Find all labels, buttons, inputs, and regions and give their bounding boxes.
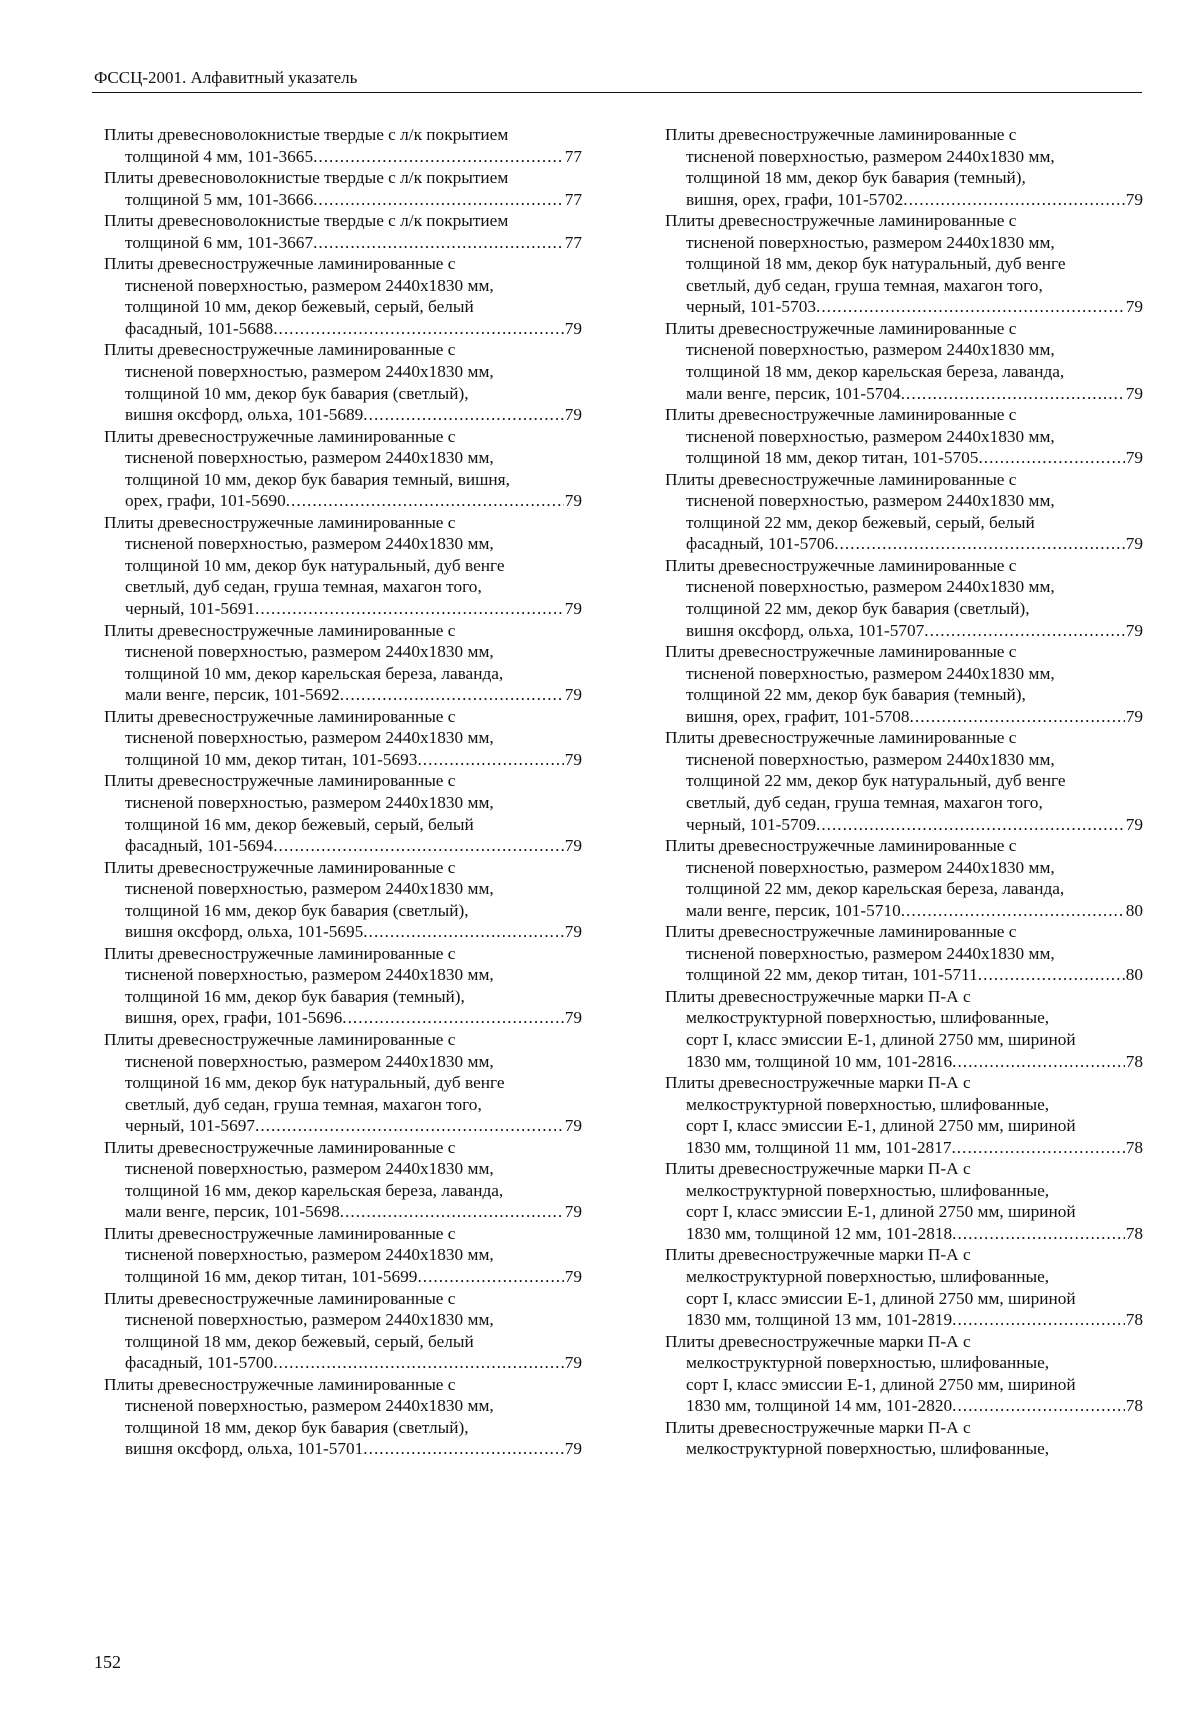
dot-leader — [363, 404, 563, 426]
entry-line: Плиты древесностружечные ламинированные с — [665, 642, 1017, 662]
index-entry — [104, 1374, 582, 1460]
entry-line: Плиты древесностружечные ламинированные с — [665, 318, 1017, 338]
entry-line: тисненой поверхностью, размером 2440х1830 мм, — [125, 448, 494, 468]
dot-leader — [834, 533, 1125, 555]
index-entry — [104, 620, 582, 706]
entry-line: толщиной 18 мм, декор карельская береза, лаванда, — [686, 362, 1065, 382]
entry-text: толщиной 4 мм, 101-3665 — [125, 146, 314, 166]
index-entry — [665, 986, 1143, 1072]
entry-text: мали венге, персик, 101-5704 — [686, 383, 901, 403]
entry-line: Плиты древесноволокнистые твердые с л/к покрытием — [104, 211, 509, 231]
entry-line: толщиной 22 мм, декор карельская береза, лаванда, — [686, 879, 1065, 899]
entry-line: толщиной 10 мм, декор бук бавария (светлый), — [125, 383, 469, 403]
entry-line: Плиты древесностружечные ламинированные с — [104, 1288, 456, 1308]
entry-line: светлый, дуб седан, груша темная, махагон того, — [125, 577, 482, 597]
entry-page-ref: 78 — [1125, 1396, 1143, 1416]
entry-last-line — [104, 1266, 582, 1288]
index-entry — [104, 1223, 582, 1288]
entry-line: толщиной 10 мм, декор бук натуральный, дуб венге — [125, 555, 505, 575]
entry-last-line — [104, 1438, 582, 1460]
entry-line: тисненой поверхностью, размером 2440х1830 мм, — [686, 232, 1055, 252]
entry-last-line — [665, 383, 1143, 405]
entry-page-ref: 79 — [564, 1116, 582, 1136]
entry-line: Плиты древесностружечные ламинированные с — [104, 340, 456, 360]
index-entry — [104, 426, 582, 512]
dot-leader — [901, 900, 1125, 922]
dot-leader — [903, 189, 1124, 211]
entry-line: светлый, дуб седан, груша темная, махагон того, — [686, 275, 1043, 295]
page-number: 152 — [94, 1652, 121, 1672]
entry-line: Плиты древесностружечные марки П-А с — [665, 1245, 971, 1265]
entry-text: черный, 101-5691 — [125, 599, 255, 619]
index-entry — [104, 943, 582, 1029]
dot-leader — [340, 684, 564, 706]
entry-page-ref: 78 — [1125, 1051, 1143, 1071]
dot-leader — [340, 1201, 564, 1223]
dot-leader — [363, 921, 563, 943]
entry-line: толщиной 22 мм, декор бук бавария (темный), — [686, 685, 1026, 705]
entry-line: Плиты древесностружечные ламинированные с — [104, 943, 456, 963]
entry-page-ref: 79 — [564, 836, 582, 856]
entry-text: 1830 мм, толщиной 10 мм, 101-2816 — [686, 1051, 953, 1071]
entry-last-line — [104, 1007, 582, 1029]
entry-line: Плиты древесностружечные ламинированные с — [104, 857, 456, 877]
entry-line: тисненой поверхностью, размером 2440х1830 мм, — [125, 642, 494, 662]
entry-text: мали венге, персик, 101-5692 — [125, 685, 340, 705]
entry-line: Плиты древесноволокнистые твердые с л/к покрытием — [104, 168, 509, 188]
entry-line: тисненой поверхностью, размером 2440х1830 мм, — [686, 146, 1055, 166]
entry-last-line — [665, 1137, 1143, 1159]
index-entry — [104, 512, 582, 620]
dot-leader — [342, 1007, 563, 1029]
index-entry — [104, 706, 582, 771]
entry-last-line — [665, 706, 1143, 728]
index-entry — [665, 1331, 1143, 1417]
index-entry — [665, 469, 1143, 555]
index-entry — [665, 404, 1143, 469]
entry-line: толщиной 18 мм, декор бук бавария (темный), — [686, 168, 1026, 188]
index-entry — [665, 835, 1143, 921]
entry-page-ref: 79 — [564, 685, 582, 705]
entry-last-line — [104, 404, 582, 426]
entry-line: тисненой поверхностью, размером 2440х1830 мм, — [125, 879, 494, 899]
entry-page-ref: 78 — [1125, 1223, 1143, 1243]
entry-line: тисненой поверхностью, размером 2440х1830 мм, — [125, 534, 494, 554]
entry-line: Плиты древесностружечные ламинированные с — [104, 1137, 456, 1157]
entry-page-ref: 79 — [564, 1008, 582, 1028]
entry-page-ref: 79 — [1125, 814, 1143, 834]
entry-line: Плиты древесностружечные ламинированные с — [104, 706, 456, 726]
entry-page-ref: 79 — [564, 491, 582, 511]
entry-line: Плиты древесностружечные ламинированные с — [665, 211, 1017, 231]
entry-line: Плиты древесностружечные ламинированные с — [104, 771, 456, 791]
entry-page-ref: 79 — [1125, 448, 1143, 468]
entry-text: вишня, орех, графи, 101-5702 — [686, 189, 904, 209]
entry-line: тисненой поверхностью, размером 2440х1830 мм, — [125, 1396, 494, 1416]
entry-page-ref: 79 — [564, 405, 582, 425]
dot-leader — [816, 814, 1125, 836]
entry-line: светлый, дуб седан, груша темная, махагон того, — [686, 792, 1043, 812]
entry-line: светлый, дуб седан, груша темная, махагон того, — [125, 1094, 482, 1114]
entry-text: черный, 101-5703 — [686, 297, 816, 317]
index-entry — [104, 1029, 582, 1137]
entry-text: черный, 101-5709 — [686, 814, 816, 834]
index-entry — [665, 921, 1143, 986]
entry-line: тисненой поверхностью, размером 2440х1830 мм, — [125, 792, 494, 812]
entry-line: Плиты древесностружечные марки П-А с — [665, 1159, 971, 1179]
entry-page-ref: 79 — [564, 1266, 582, 1286]
entry-line: толщиной 10 мм, декор карельская береза, лаванда, — [125, 663, 504, 683]
entry-last-line — [104, 921, 582, 943]
entry-page-ref: 78 — [1125, 1310, 1143, 1330]
entry-last-line — [104, 598, 582, 620]
entry-last-line — [665, 1051, 1143, 1073]
dot-leader — [417, 749, 563, 771]
index-column-right — [665, 124, 1143, 1460]
dot-leader — [255, 598, 564, 620]
entry-page-ref: 79 — [564, 1353, 582, 1373]
header-divider — [92, 92, 1142, 93]
entry-text: фасадный, 101-5688 — [125, 318, 274, 338]
entry-last-line — [104, 835, 582, 857]
entry-text: вишня оксфорд, ольха, 101-5689 — [125, 405, 364, 425]
entry-last-line — [104, 189, 582, 211]
index-entry — [104, 857, 582, 943]
entry-line: мелкоструктурной поверхностью, шлифованные, — [686, 1353, 1050, 1373]
index-entry — [665, 727, 1143, 835]
entry-line: Плиты древесностружечные ламинированные с — [665, 836, 1017, 856]
entry-line: тисненой поверхностью, размером 2440х1830 мм, — [125, 965, 494, 985]
dot-leader — [952, 1395, 1125, 1417]
entry-line: Плиты древесностружечные марки П-А с — [665, 1073, 971, 1093]
entry-line: Плиты древесностружечные марки П-А с — [665, 1417, 971, 1437]
entry-last-line — [665, 620, 1143, 642]
index-column-left — [104, 124, 582, 1460]
entry-text: вишня оксфорд, ольха, 101-5707 — [686, 620, 925, 640]
entry-line: толщиной 16 мм, декор бук бавария (светлый), — [125, 900, 469, 920]
dot-leader — [952, 1309, 1125, 1331]
entry-last-line — [665, 296, 1143, 318]
index-entry — [665, 1244, 1143, 1330]
index-entry — [104, 253, 582, 339]
entry-last-line — [665, 964, 1143, 986]
entry-line: толщиной 22 мм, декор бук бавария (светлый), — [686, 599, 1030, 619]
entry-line: толщиной 18 мм, декор бежевый, серый, белый — [125, 1331, 474, 1351]
entry-text: вишня, орех, графи, 101-5696 — [125, 1008, 343, 1028]
dot-leader — [273, 835, 564, 857]
entry-line: Плиты древесностружечные ламинированные с — [665, 469, 1017, 489]
index-entry — [104, 1288, 582, 1374]
entry-page-ref: 77 — [564, 189, 582, 209]
entry-text: толщиной 16 мм, декор титан, 101-5699 — [125, 1266, 418, 1286]
entry-last-line — [665, 1395, 1143, 1417]
entry-line: Плиты древесностружечные ламинированные с — [665, 922, 1017, 942]
dot-leader — [816, 296, 1125, 318]
dot-leader — [952, 1223, 1125, 1245]
entry-page-ref: 80 — [1125, 965, 1143, 985]
entry-line: Плиты древесностружечные ламинированные с — [104, 620, 456, 640]
entry-line: толщиной 18 мм, декор бук бавария (светлый), — [125, 1417, 469, 1437]
index-entry — [665, 1072, 1143, 1158]
index-entry — [104, 1137, 582, 1223]
entry-last-line — [104, 1352, 582, 1374]
entry-last-line — [665, 447, 1143, 469]
entry-line: тисненой поверхностью, размером 2440х1830 мм, — [125, 275, 494, 295]
index-entry — [665, 210, 1143, 318]
entry-page-ref: 80 — [1125, 900, 1143, 920]
entry-page-ref: 79 — [564, 922, 582, 942]
entry-line: Плиты древесностружечные ламинированные с — [104, 1029, 456, 1049]
entry-page-ref: 77 — [564, 232, 582, 252]
entry-line: тисненой поверхностью, размером 2440х1830 мм, — [686, 340, 1055, 360]
index-entry — [104, 167, 582, 210]
entry-line: мелкоструктурной поверхностью, шлифованные, — [686, 1094, 1050, 1114]
entry-page-ref: 77 — [564, 146, 582, 166]
entry-line: Плиты древесностружечные ламинированные с — [104, 1374, 456, 1394]
dot-leader — [255, 1115, 564, 1137]
entry-page-ref: 79 — [564, 1202, 582, 1222]
entry-text: толщиной 22 мм, декор титан, 101-5711 — [686, 965, 978, 985]
entry-line: Плиты древесностружечные ламинированные с — [665, 125, 1017, 144]
entry-text: фасадный, 101-5700 — [125, 1353, 274, 1373]
entry-last-line — [104, 684, 582, 706]
dot-leader — [313, 189, 564, 211]
dot-leader — [313, 232, 564, 254]
dot-leader — [952, 1051, 1125, 1073]
index-entry — [665, 555, 1143, 641]
entry-line: Плиты древесностружечные ламинированные с — [104, 512, 456, 532]
entry-line: тисненой поверхностью, размером 2440х1830 мм, — [686, 491, 1055, 511]
entry-page-ref: 79 — [564, 1439, 582, 1459]
index-entry — [665, 1417, 1143, 1460]
entry-last-line — [104, 490, 582, 512]
entry-line: тисненой поверхностью, размером 2440х1830 мм, — [125, 1159, 494, 1179]
entry-line: тисненой поверхностью, размером 2440х1830 мм, — [125, 1051, 494, 1071]
entry-text: фасадный, 101-5694 — [125, 836, 274, 856]
entry-page-ref: 78 — [1125, 1137, 1143, 1157]
entry-text: черный, 101-5697 — [125, 1116, 255, 1136]
index-entry — [665, 641, 1143, 727]
entry-text: 1830 мм, толщиной 12 мм, 101-2818 — [686, 1223, 953, 1243]
index-entry — [104, 770, 582, 856]
entry-page-ref: 79 — [1125, 383, 1143, 403]
entry-line: толщиной 22 мм, декор бежевый, серый, белый — [686, 512, 1035, 532]
entry-line: мелкоструктурной поверхностью, шлифованные, — [686, 1008, 1050, 1028]
entry-line: Плиты древесностружечные ламинированные с — [665, 555, 1017, 575]
dot-leader — [924, 620, 1124, 642]
entry-line: тисненой поверхностью, размером 2440х1830 мм, — [686, 426, 1055, 446]
entry-line: толщиной 22 мм, декор бук натуральный, дуб венге — [686, 771, 1066, 791]
entry-page-ref: 79 — [564, 599, 582, 619]
entry-last-line — [665, 533, 1143, 555]
entry-line: Плиты древесностружечные марки П-А с — [665, 986, 971, 1006]
entry-last-line — [665, 900, 1143, 922]
entry-line: Плиты древесностружечные ламинированные с — [104, 254, 456, 274]
entry-text: мали венге, персик, 101-5698 — [125, 1202, 340, 1222]
entry-line: сорт I, класс эмиссии Е-1, длиной 2750 мм, шириной — [686, 1116, 1076, 1136]
page-header: ФССЦ-2001. Алфавитный указатель — [94, 68, 358, 87]
entry-line: сорт I, класс эмиссии Е-1, длиной 2750 мм, шириной — [686, 1029, 1076, 1049]
entry-last-line — [104, 749, 582, 771]
entry-line: Плиты древесноволокнистые твердые с л/к покрытием — [104, 125, 509, 144]
entry-text: 1830 мм, толщиной 11 мм, 101-2817 — [686, 1137, 952, 1157]
entry-text: толщиной 5 мм, 101-3666 — [125, 189, 314, 209]
entry-line: мелкоструктурной поверхностью, шлифованные, — [686, 1266, 1050, 1286]
entry-line: мелкоструктурной поверхностью, шлифованные, — [686, 1439, 1050, 1459]
entry-line: тисненой поверхностью, размером 2440х1830 мм, — [686, 943, 1055, 963]
entry-line: толщиной 18 мм, декор бук натуральный, дуб венге — [686, 254, 1066, 274]
entry-text: вишня оксфорд, ольха, 101-5695 — [125, 922, 364, 942]
index-entry — [104, 339, 582, 425]
entry-line: Плиты древесностружечные ламинированные с — [665, 728, 1017, 748]
entry-page-ref: 79 — [1125, 534, 1143, 554]
entry-last-line — [104, 318, 582, 340]
dot-leader — [286, 490, 564, 512]
entry-line: тисненой поверхностью, размером 2440х1830 мм, — [686, 663, 1055, 683]
entry-line: сорт I, класс эмиссии Е-1, длиной 2750 мм, шириной — [686, 1288, 1076, 1308]
index-entry — [665, 124, 1143, 210]
entry-line: толщиной 10 мм, декор бежевый, серый, белый — [125, 297, 474, 317]
entry-line: толщиной 16 мм, декор бежевый, серый, белый — [125, 814, 474, 834]
dot-leader — [363, 1438, 563, 1460]
entry-line: тисненой поверхностью, размером 2440х1830 мм, — [125, 1310, 494, 1330]
entry-line: тисненой поверхностью, размером 2440х1830 мм, — [125, 728, 494, 748]
dot-leader — [978, 964, 1125, 986]
index-entry — [104, 124, 582, 167]
index-entry — [665, 1158, 1143, 1244]
entry-page-ref: 79 — [1125, 706, 1143, 726]
entry-text: орех, графи, 101-5690 — [125, 491, 286, 511]
entry-last-line — [665, 1223, 1143, 1245]
entry-text: 1830 мм, толщиной 14 мм, 101-2820 — [686, 1396, 953, 1416]
entry-last-line — [665, 814, 1143, 836]
entry-line: толщиной 16 мм, декор бук натуральный, дуб венге — [125, 1073, 505, 1093]
entry-line: мелкоструктурной поверхностью, шлифованные, — [686, 1180, 1050, 1200]
entry-line: тисненой поверхностью, размером 2440х1830 мм, — [125, 1245, 494, 1265]
entry-line: Плиты древесностружечные ламинированные с — [104, 426, 456, 446]
entry-text: толщиной 10 мм, декор титан, 101-5693 — [125, 749, 418, 769]
entry-page-ref: 79 — [564, 749, 582, 769]
entry-text: толщиной 6 мм, 101-3667 — [125, 232, 314, 252]
entry-text: мали венге, персик, 101-5710 — [686, 900, 901, 920]
entry-last-line — [104, 232, 582, 254]
entry-line: толщиной 16 мм, декор карельская береза, лаванда, — [125, 1180, 504, 1200]
dot-leader — [978, 447, 1124, 469]
entry-last-line — [665, 1309, 1143, 1331]
dot-leader — [273, 318, 564, 340]
entry-line: тисненой поверхностью, размером 2440х1830 мм, — [125, 362, 494, 382]
entry-last-line — [665, 189, 1143, 211]
entry-line: тисненой поверхностью, размером 2440х1830 мм, — [686, 577, 1055, 597]
entry-line: Плиты древесностружечные ламинированные с — [665, 405, 1017, 425]
index-entry — [665, 318, 1143, 404]
entry-text: фасадный, 101-5706 — [686, 534, 835, 554]
entry-last-line — [104, 146, 582, 168]
dot-leader — [951, 1137, 1124, 1159]
index-entry — [104, 210, 582, 253]
entry-line: Плиты древесностружечные ламинированные с — [104, 1223, 456, 1243]
dot-leader — [901, 383, 1125, 405]
entry-last-line — [104, 1201, 582, 1223]
entry-text: вишня оксфорд, ольха, 101-5701 — [125, 1439, 364, 1459]
entry-text: толщиной 18 мм, декор титан, 101-5705 — [686, 448, 979, 468]
entry-page-ref: 79 — [564, 318, 582, 338]
dot-leader — [910, 706, 1125, 728]
entry-line: сорт I, класс эмиссии Е-1, длиной 2750 мм, шириной — [686, 1374, 1076, 1394]
entry-text: 1830 мм, толщиной 13 мм, 101-2819 — [686, 1310, 953, 1330]
entry-last-line — [104, 1115, 582, 1137]
entry-line: толщиной 10 мм, декор бук бавария темный, вишня, — [125, 469, 510, 489]
entry-page-ref: 79 — [1125, 189, 1143, 209]
dot-leader — [417, 1266, 563, 1288]
entry-line: тисненой поверхностью, размером 2440х1830 мм, — [686, 749, 1055, 769]
entry-line: сорт I, класс эмиссии Е-1, длиной 2750 мм, шириной — [686, 1202, 1076, 1222]
entry-line: толщиной 16 мм, декор бук бавария (темный), — [125, 986, 465, 1006]
entry-line: тисненой поверхностью, размером 2440х1830 мм, — [686, 857, 1055, 877]
dot-leader — [273, 1352, 564, 1374]
entry-page-ref: 79 — [1125, 297, 1143, 317]
entry-text: вишня, орех, графит, 101-5708 — [686, 706, 910, 726]
dot-leader — [313, 146, 564, 168]
entry-page-ref: 79 — [1125, 620, 1143, 640]
entry-line: Плиты древесностружечные марки П-А с — [665, 1331, 971, 1351]
